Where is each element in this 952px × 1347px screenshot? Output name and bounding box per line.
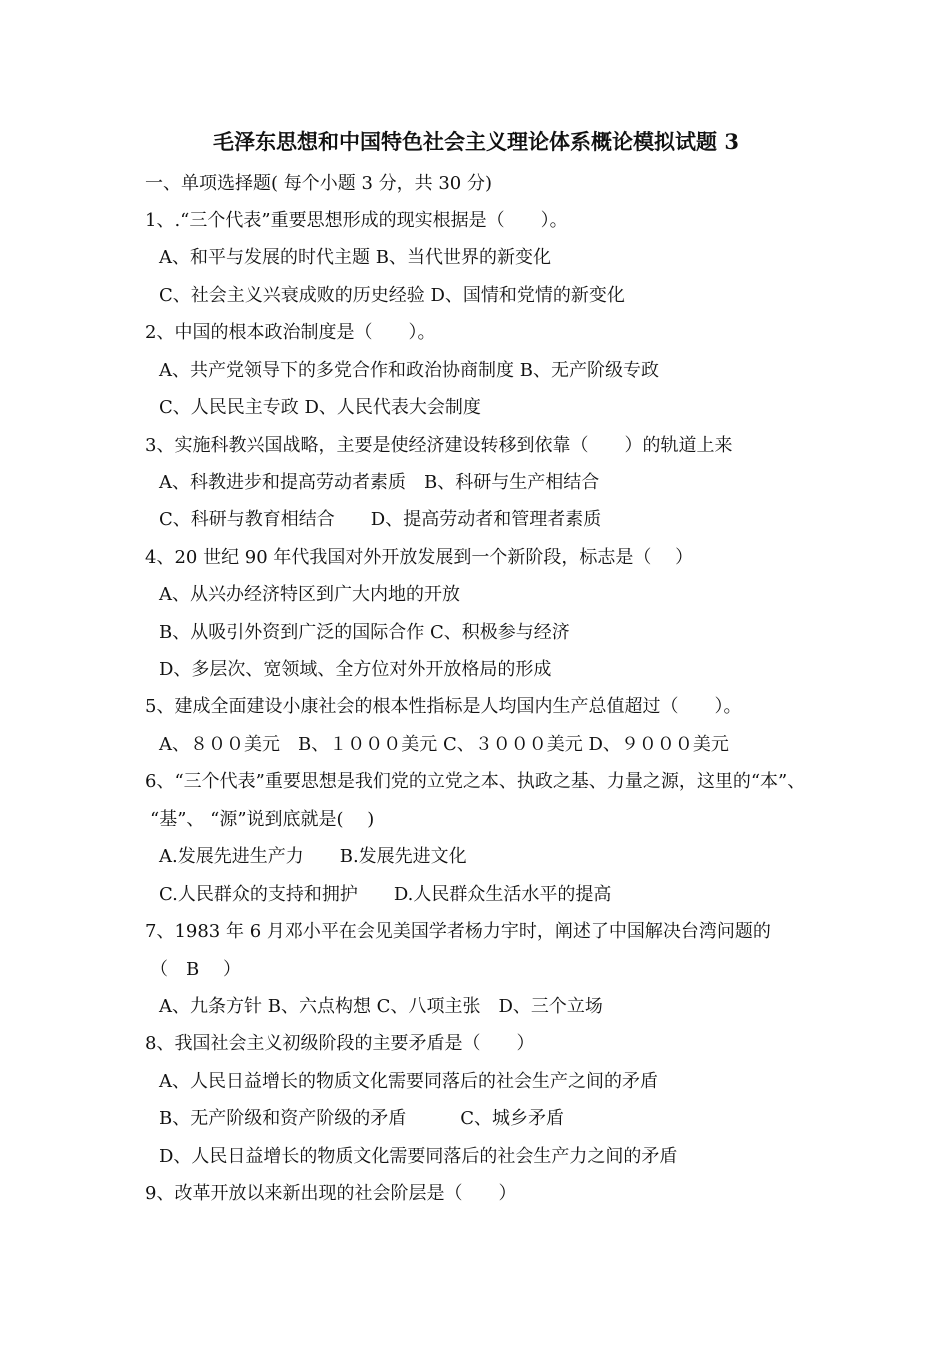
question-8-options-line-2: B、无产阶级和资产阶级的矛盾 C、城乡矛盾 bbox=[159, 1108, 564, 1129]
question-2-options-line-1: A、共产党领导下的多党合作和政治协商制度 B、无产阶级专政 bbox=[159, 360, 659, 381]
question-4-options-line-2: B、从吸引外资到广泛的国际合作 C、积极参与经济 bbox=[159, 622, 570, 643]
question-4-options-line-3: D、多层次、宽领域、全方位对外开放格局的形成 bbox=[159, 659, 552, 680]
question-7-stem: 7、1983 年 6 月邓小平在会见美国学者杨力宇时，阐述了中国解决台湾问题的 bbox=[145, 921, 771, 942]
section-heading: 一、单项选择题( 每个小题 3 分，共 30 分) bbox=[145, 173, 493, 194]
page-title: 毛泽东思想和中国特色社会主义理论体系概论模拟试题 3 bbox=[213, 129, 739, 154]
question-8-options-line-3: D、人民日益增长的物质文化需要同落后的社会生产力之间的矛盾 bbox=[159, 1146, 678, 1167]
question-5-stem: 5、建成全面建设小康社会的根本性指标是人均国内生产总值超过（ ）。 bbox=[145, 696, 742, 717]
question-6-options-line-2: C.人民群众的支持和拥护 D.人民群众生活水平的提高 bbox=[159, 884, 612, 905]
question-6-stem: 6、“三个代表”重要思想是我们党的立党之本、执政之基、力量之源，这里的“本”、 bbox=[145, 771, 806, 792]
question-1-options-line-2: C、社会主义兴衰成败的历史经验 D、国情和党情的新变化 bbox=[159, 285, 625, 306]
question-5-options-line-1: A、８００美元 B、１０００美元 C、３０００美元 D、９０００美元 bbox=[159, 734, 729, 755]
question-1-options-line-1: A、和平与发展的时代主题 B、当代世界的新变化 bbox=[159, 247, 551, 268]
question-3-options-line-2: C、科研与教育相结合 D、提高劳动者和管理者素质 bbox=[159, 509, 602, 530]
question-1-stem: 1、.“三个代表”重要思想形成的现实根据是（ ）。 bbox=[145, 210, 568, 231]
question-3-options-line-1: A、科教进步和提高劳动者素质 B、科研与生产相结合 bbox=[159, 472, 600, 493]
question-6-stem-continued: “基”、 “源”说到底就是( ) bbox=[150, 809, 375, 830]
question-7-options-line-1: A、九条方针 B、六点构想 C、八项主张 D、三个立场 bbox=[159, 996, 603, 1017]
question-8-options-line-1: A、人民日益增长的物质文化需要同落后的社会生产之间的矛盾 bbox=[159, 1071, 658, 1092]
question-6-options-line-1: A.发展先进生产力 B.发展先进文化 bbox=[159, 846, 467, 867]
question-7-answer: （ B ） bbox=[150, 959, 241, 980]
question-9-stem: 9、改革开放以来新出现的社会阶层是（ ） bbox=[145, 1183, 517, 1204]
question-4-options-line-1: A、从兴办经济特区到广大内地的开放 bbox=[159, 584, 460, 605]
question-2-stem: 2、中国的根本政治制度是（ ）。 bbox=[145, 322, 436, 343]
question-2-options-line-2: C、人民民主专政 D、人民代表大会制度 bbox=[159, 397, 481, 418]
question-3-stem: 3、实施科教兴国战略，主要是使经济建设转移到依靠（ ）的轨道上来 bbox=[145, 435, 733, 456]
question-4-stem: 4、20 世纪 90 年代我国对外开放发展到一个新阶段，标志是（ ） bbox=[145, 547, 694, 568]
question-8-stem: 8、我国社会主义初级阶段的主要矛盾是（ ） bbox=[145, 1033, 535, 1054]
